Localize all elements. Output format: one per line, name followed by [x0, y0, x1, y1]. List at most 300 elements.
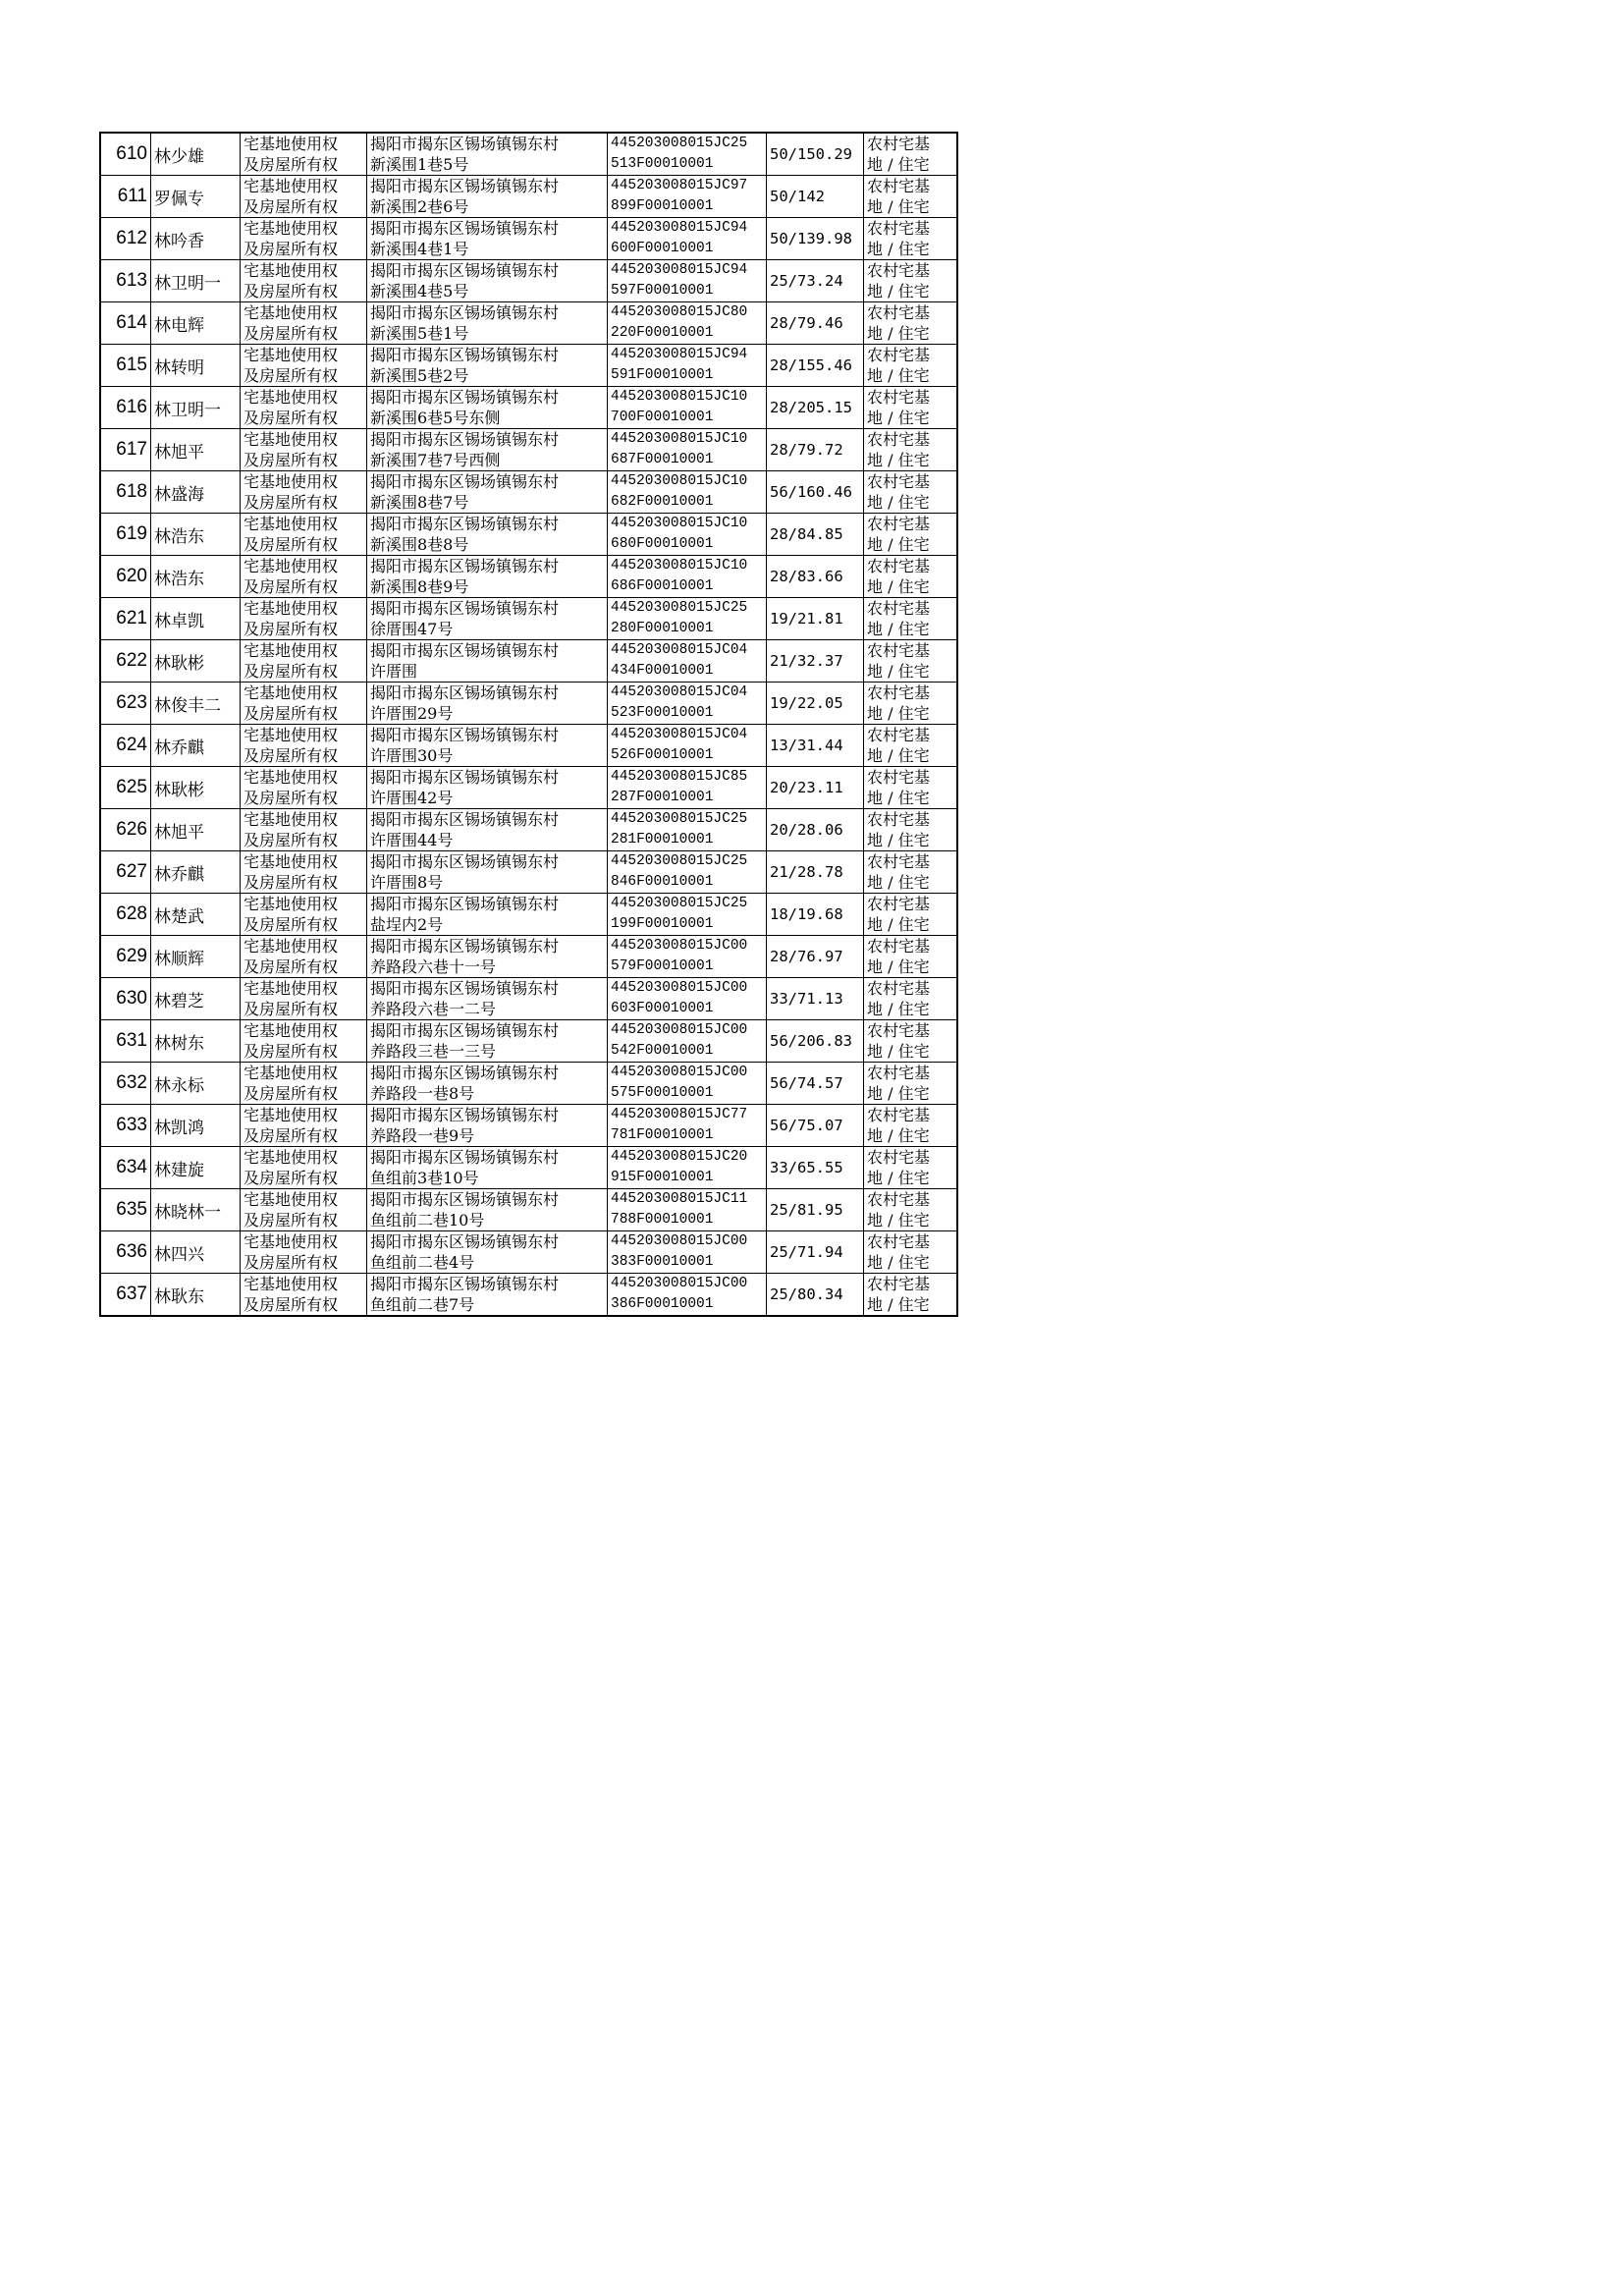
- address-cell: [367, 640, 608, 683]
- land-use-cell: [864, 176, 958, 218]
- right-type-cell-line-2: 及房屋所有权: [244, 324, 339, 343]
- land-use-cell: [864, 1105, 958, 1147]
- address-cell-line-2: 许厝围44号: [370, 831, 454, 849]
- right-type-cell-line-1: 宅基地使用权: [244, 1021, 339, 1040]
- land-use-cell-line-1: 农村宅基: [867, 515, 931, 533]
- land-use-cell-line-1: 农村宅基: [867, 1275, 931, 1293]
- land-use-cell-line-1: 农村宅基: [867, 1190, 931, 1209]
- row-number-cell: 618: [100, 471, 151, 514]
- unit-code-cell-line-1: 445203008015JC10: [611, 558, 748, 574]
- address-cell-line-2: 新溪围5巷2号: [370, 366, 469, 385]
- unit-code-cell-line-2: 781F00010001: [611, 1127, 714, 1143]
- row-number-cell: 630: [100, 978, 151, 1020]
- right-type-cell: [241, 894, 367, 936]
- area-cell: 28/79.72: [767, 429, 864, 471]
- land-use-cell-line-2: 地 / 住宅: [867, 873, 930, 892]
- land-use-cell-line-1: 农村宅基: [867, 219, 931, 238]
- address-cell-line-1: 揭阳市揭东区锡场镇锡东村: [370, 303, 560, 322]
- row-number-cell: 621: [100, 598, 151, 640]
- row-number-cell: 632: [100, 1063, 151, 1105]
- right-type-cell-line-2: 及房屋所有权: [244, 1000, 339, 1018]
- unit-code-cell: [608, 1063, 767, 1105]
- land-use-cell-line-2: 地 / 住宅: [867, 704, 930, 723]
- table-row: [100, 471, 957, 514]
- table-row: [100, 514, 957, 556]
- owner-name-cell: 林电辉: [151, 302, 241, 345]
- right-type-cell: [241, 218, 367, 260]
- address-cell-line-2: 新溪围5巷1号: [370, 324, 469, 343]
- owner-name-cell: 林乔麒: [151, 725, 241, 767]
- row-number-cell: 614: [100, 302, 151, 345]
- address-cell: [367, 345, 608, 387]
- right-type-cell-line-2: 及房屋所有权: [244, 197, 339, 216]
- address-cell-line-2: 许厝围29号: [370, 704, 454, 723]
- land-use-cell-line-1: 农村宅基: [867, 472, 931, 491]
- land-use-cell: [864, 1020, 958, 1063]
- area-cell: 21/32.37: [767, 640, 864, 683]
- address-cell-line-2: 养路段六巷十一号: [370, 957, 497, 976]
- address-cell-line-1: 揭阳市揭东区锡场镇锡东村: [370, 430, 560, 449]
- area-cell: 56/206.83: [767, 1020, 864, 1063]
- row-number-cell: 616: [100, 387, 151, 429]
- right-type-cell: [241, 1147, 367, 1189]
- address-cell-line-1: 揭阳市揭东区锡场镇锡东村: [370, 937, 560, 956]
- unit-code-cell: [608, 218, 767, 260]
- address-cell-line-2: 新溪围8巷8号: [370, 535, 469, 554]
- unit-code-cell: [608, 1231, 767, 1274]
- area-cell: 56/75.07: [767, 1105, 864, 1147]
- owner-name-cell: 林转明: [151, 345, 241, 387]
- right-type-cell-line-2: 及房屋所有权: [244, 240, 339, 258]
- owner-name-cell: 罗佩专: [151, 176, 241, 218]
- land-use-cell-line-2: 地 / 住宅: [867, 831, 930, 849]
- area-cell: 28/205.15: [767, 387, 864, 429]
- address-cell-line-2: 新溪围6巷5号东侧: [370, 409, 501, 427]
- right-type-cell-line-1: 宅基地使用权: [244, 937, 339, 956]
- row-number-cell: 619: [100, 514, 151, 556]
- address-cell-line-1: 揭阳市揭东区锡场镇锡东村: [370, 557, 560, 575]
- unit-code-cell: [608, 1105, 767, 1147]
- land-use-cell-line-1: 农村宅基: [867, 1106, 931, 1124]
- unit-code-cell: [608, 1189, 767, 1231]
- owner-name-cell: 林碧芝: [151, 978, 241, 1020]
- address-cell: [367, 1274, 608, 1317]
- address-cell-line-1: 揭阳市揭东区锡场镇锡东村: [370, 683, 560, 702]
- right-type-cell: [241, 598, 367, 640]
- unit-code-cell: [608, 809, 767, 851]
- right-type-cell-line-2: 及房屋所有权: [244, 1084, 339, 1103]
- table-row: [100, 387, 957, 429]
- address-cell-line-2: 鱼组前二巷7号: [370, 1295, 475, 1314]
- unit-code-cell-line-2: 199F00010001: [611, 916, 714, 932]
- land-use-cell: [864, 725, 958, 767]
- unit-code-cell-line-2: 281F00010001: [611, 832, 714, 847]
- row-number-cell: 631: [100, 1020, 151, 1063]
- unit-code-cell-line-1: 445203008015JC10: [611, 473, 748, 489]
- unit-code-cell-line-2: 915F00010001: [611, 1170, 714, 1185]
- right-type-cell: [241, 936, 367, 978]
- right-type-cell-line-2: 及房屋所有权: [244, 493, 339, 512]
- land-use-cell: [864, 1063, 958, 1105]
- land-use-cell-line-2: 地 / 住宅: [867, 1126, 930, 1145]
- right-type-cell: [241, 345, 367, 387]
- land-use-cell-line-1: 农村宅基: [867, 346, 931, 364]
- land-use-cell-line-2: 地 / 住宅: [867, 1084, 930, 1103]
- right-type-cell: [241, 302, 367, 345]
- right-type-cell: [241, 683, 367, 725]
- table-row: [100, 1063, 957, 1105]
- land-use-cell-line-1: 农村宅基: [867, 1064, 931, 1082]
- unit-code-cell: [608, 345, 767, 387]
- address-cell: [367, 1063, 608, 1105]
- right-type-cell-line-2: 及房屋所有权: [244, 957, 339, 976]
- address-cell: [367, 1231, 608, 1274]
- owner-name-cell: 林旭平: [151, 809, 241, 851]
- row-number-cell: 635: [100, 1189, 151, 1231]
- unit-code-cell-line-1: 445203008015JC04: [611, 684, 748, 700]
- land-use-cell-line-2: 地 / 住宅: [867, 1295, 930, 1314]
- unit-code-cell-line-2: 680F00010001: [611, 536, 714, 552]
- right-type-cell-line-2: 及房屋所有权: [244, 746, 339, 765]
- unit-code-cell: [608, 387, 767, 429]
- row-number-cell: 617: [100, 429, 151, 471]
- land-use-cell: [864, 514, 958, 556]
- owner-name-cell: 林浩东: [151, 556, 241, 598]
- right-type-cell-line-2: 及房屋所有权: [244, 789, 339, 807]
- land-use-cell-line-1: 农村宅基: [867, 177, 931, 195]
- unit-code-cell-line-2: 280F00010001: [611, 621, 714, 636]
- address-cell: [367, 387, 608, 429]
- area-cell: 20/28.06: [767, 809, 864, 851]
- right-type-cell-line-1: 宅基地使用权: [244, 219, 339, 238]
- owner-name-cell: 林卓凯: [151, 598, 241, 640]
- address-cell-line-2: 鱼组前二巷4号: [370, 1253, 475, 1272]
- land-use-cell-line-2: 地 / 住宅: [867, 197, 930, 216]
- land-use-cell-line-1: 农村宅基: [867, 937, 931, 956]
- right-type-cell-line-1: 宅基地使用权: [244, 726, 339, 744]
- address-cell-line-1: 揭阳市揭东区锡场镇锡东村: [370, 810, 560, 829]
- land-use-cell-line-2: 地 / 住宅: [867, 915, 930, 934]
- unit-code-cell: [608, 133, 767, 176]
- right-type-cell-line-1: 宅基地使用权: [244, 852, 339, 871]
- right-type-cell-line-1: 宅基地使用权: [244, 1106, 339, 1124]
- table-row: [100, 725, 957, 767]
- right-type-cell: [241, 640, 367, 683]
- land-use-cell: [864, 218, 958, 260]
- address-cell-line-1: 揭阳市揭东区锡场镇锡东村: [370, 768, 560, 787]
- table-row: [100, 1147, 957, 1189]
- land-use-cell-line-1: 农村宅基: [867, 388, 931, 407]
- right-type-cell-line-2: 及房屋所有权: [244, 1042, 339, 1061]
- right-type-cell: [241, 767, 367, 809]
- unit-code-cell: [608, 683, 767, 725]
- right-type-cell-line-2: 及房屋所有权: [244, 535, 339, 554]
- land-use-cell-line-2: 地 / 住宅: [867, 240, 930, 258]
- right-type-cell-line-1: 宅基地使用权: [244, 641, 339, 660]
- owner-name-cell: 林少雄: [151, 133, 241, 176]
- address-cell-line-1: 揭阳市揭东区锡场镇锡东村: [370, 472, 560, 491]
- address-cell-line-1: 揭阳市揭东区锡场镇锡东村: [370, 346, 560, 364]
- owner-name-cell: 林乔麒: [151, 851, 241, 894]
- owner-name-cell: 林盛海: [151, 471, 241, 514]
- right-type-cell-line-1: 宅基地使用权: [244, 472, 339, 491]
- area-cell: 56/160.46: [767, 471, 864, 514]
- row-number-cell: 610: [100, 133, 151, 176]
- right-type-cell-line-2: 及房屋所有权: [244, 662, 339, 681]
- right-type-cell-line-2: 及房屋所有权: [244, 409, 339, 427]
- land-use-cell: [864, 133, 958, 176]
- land-use-cell-line-2: 地 / 住宅: [867, 1000, 930, 1018]
- unit-code-cell-line-2: 383F00010001: [611, 1254, 714, 1270]
- table-row: [100, 683, 957, 725]
- right-type-cell-line-1: 宅基地使用权: [244, 177, 339, 195]
- owner-name-cell: 林俊丰二: [151, 683, 241, 725]
- area-cell: 28/83.66: [767, 556, 864, 598]
- land-use-cell-line-2: 地 / 住宅: [867, 1042, 930, 1061]
- land-use-cell-line-1: 农村宅基: [867, 1232, 931, 1251]
- table-row: [100, 851, 957, 894]
- right-type-cell-line-2: 及房屋所有权: [244, 873, 339, 892]
- table-row: [100, 260, 957, 302]
- owner-name-cell: 林卫明一: [151, 260, 241, 302]
- table-row: [100, 218, 957, 260]
- right-type-cell-line-1: 宅基地使用权: [244, 979, 339, 998]
- address-cell-line-1: 揭阳市揭东区锡场镇锡东村: [370, 1190, 560, 1209]
- area-cell: 25/73.24: [767, 260, 864, 302]
- land-use-cell-line-2: 地 / 住宅: [867, 282, 930, 301]
- owner-name-cell: 林耿东: [151, 1274, 241, 1317]
- unit-code-cell-line-1: 445203008015JC80: [611, 304, 748, 320]
- area-cell: 20/23.11: [767, 767, 864, 809]
- unit-code-cell-line-1: 445203008015JC97: [611, 178, 748, 193]
- land-use-cell: [864, 302, 958, 345]
- address-cell: [367, 1189, 608, 1231]
- address-cell-line-2: 新溪围2巷6号: [370, 197, 469, 216]
- right-type-cell: [241, 387, 367, 429]
- address-cell-line-1: 揭阳市揭东区锡场镇锡东村: [370, 1021, 560, 1040]
- unit-code-cell-line-2: 513F00010001: [611, 156, 714, 172]
- address-cell: [367, 218, 608, 260]
- unit-code-cell-line-2: 597F00010001: [611, 283, 714, 299]
- land-use-cell-line-1: 农村宅基: [867, 683, 931, 702]
- owner-name-cell: 林旭平: [151, 429, 241, 471]
- address-cell-line-2: 鱼组前二巷10号: [370, 1211, 485, 1229]
- address-cell: [367, 302, 608, 345]
- unit-code-cell-line-2: 682F00010001: [611, 494, 714, 510]
- table-row: [100, 640, 957, 683]
- owner-name-cell: 林楚武: [151, 894, 241, 936]
- unit-code-cell: [608, 429, 767, 471]
- unit-code-cell-line-2: 434F00010001: [611, 663, 714, 679]
- address-cell-line-2: 徐厝围47号: [370, 620, 454, 638]
- land-use-cell: [864, 260, 958, 302]
- land-use-cell-line-2: 地 / 住宅: [867, 155, 930, 174]
- address-cell: [367, 894, 608, 936]
- right-type-cell-line-2: 及房屋所有权: [244, 282, 339, 301]
- area-cell: 25/81.95: [767, 1189, 864, 1231]
- address-cell-line-2: 养路段六巷一二号: [370, 1000, 497, 1018]
- right-type-cell-line-2: 及房屋所有权: [244, 451, 339, 469]
- table-row: [100, 1274, 957, 1317]
- land-use-cell-line-2: 地 / 住宅: [867, 366, 930, 385]
- address-cell-line-2: 新溪围8巷9号: [370, 577, 469, 596]
- land-use-cell-line-1: 农村宅基: [867, 599, 931, 618]
- land-use-cell-line-1: 农村宅基: [867, 1148, 931, 1167]
- row-number-cell: 637: [100, 1274, 151, 1317]
- right-type-cell-line-1: 宅基地使用权: [244, 768, 339, 787]
- unit-code-cell: [608, 978, 767, 1020]
- unit-code-cell-line-2: 686F00010001: [611, 578, 714, 594]
- right-type-cell-line-1: 宅基地使用权: [244, 388, 339, 407]
- unit-code-cell-line-2: 700F00010001: [611, 410, 714, 425]
- unit-code-cell-line-2: 899F00010001: [611, 198, 714, 214]
- address-cell: [367, 514, 608, 556]
- land-use-cell: [864, 640, 958, 683]
- right-type-cell: [241, 1020, 367, 1063]
- area-cell: 56/74.57: [767, 1063, 864, 1105]
- unit-code-cell: [608, 471, 767, 514]
- address-cell-line-1: 揭阳市揭东区锡场镇锡东村: [370, 515, 560, 533]
- unit-code-cell: [608, 1274, 767, 1317]
- address-cell: [367, 471, 608, 514]
- address-cell-line-2: 许厝围8号: [370, 873, 444, 892]
- right-type-cell-line-1: 宅基地使用权: [244, 599, 339, 618]
- unit-code-cell-line-1: 445203008015JC10: [611, 389, 748, 405]
- land-use-cell-line-1: 农村宅基: [867, 135, 931, 153]
- land-use-cell-line-2: 地 / 住宅: [867, 493, 930, 512]
- address-cell-line-2: 新溪围4巷5号: [370, 282, 469, 301]
- land-use-cell: [864, 767, 958, 809]
- right-type-cell: [241, 851, 367, 894]
- area-cell: 25/71.94: [767, 1231, 864, 1274]
- land-use-cell-line-2: 地 / 住宅: [867, 577, 930, 596]
- address-cell: [367, 176, 608, 218]
- row-number-cell: 620: [100, 556, 151, 598]
- table-row: [100, 1020, 957, 1063]
- right-type-cell-line-1: 宅基地使用权: [244, 1275, 339, 1293]
- row-number-cell: 622: [100, 640, 151, 683]
- land-use-cell: [864, 598, 958, 640]
- land-use-cell: [864, 1189, 958, 1231]
- right-type-cell-line-2: 及房屋所有权: [244, 831, 339, 849]
- land-use-cell-line-2: 地 / 住宅: [867, 957, 930, 976]
- owner-name-cell: 林卫明一: [151, 387, 241, 429]
- unit-code-cell-line-1: 445203008015JC10: [611, 431, 748, 447]
- area-cell: 50/139.98: [767, 218, 864, 260]
- land-use-cell: [864, 683, 958, 725]
- table-row: [100, 978, 957, 1020]
- right-type-cell: [241, 471, 367, 514]
- land-use-cell-line-1: 农村宅基: [867, 557, 931, 575]
- owner-name-cell: 林建旋: [151, 1147, 241, 1189]
- address-cell-line-1: 揭阳市揭东区锡场镇锡东村: [370, 261, 560, 280]
- area-cell: 28/76.97: [767, 936, 864, 978]
- land-use-cell-line-1: 农村宅基: [867, 641, 931, 660]
- unit-code-cell-line-1: 445203008015JC94: [611, 347, 748, 362]
- address-cell: [367, 1147, 608, 1189]
- land-use-cell: [864, 429, 958, 471]
- table-row: [100, 1231, 957, 1274]
- right-type-cell: [241, 809, 367, 851]
- land-use-cell-line-1: 农村宅基: [867, 768, 931, 787]
- address-cell-line-1: 揭阳市揭东区锡场镇锡东村: [370, 219, 560, 238]
- unit-code-cell-line-1: 445203008015JC25: [611, 811, 748, 827]
- unit-code-cell: [608, 1147, 767, 1189]
- unit-code-cell-line-1: 445203008015JC94: [611, 262, 748, 278]
- registration-table-body: [100, 133, 957, 1316]
- right-type-cell: [241, 1189, 367, 1231]
- land-use-cell-line-1: 农村宅基: [867, 810, 931, 829]
- unit-code-cell-line-1: 445203008015JC00: [611, 938, 748, 954]
- land-use-cell: [864, 894, 958, 936]
- row-number-cell: 613: [100, 260, 151, 302]
- right-type-cell-line-2: 及房屋所有权: [244, 366, 339, 385]
- land-use-cell-line-2: 地 / 住宅: [867, 1169, 930, 1187]
- address-cell-line-1: 揭阳市揭东区锡场镇锡东村: [370, 388, 560, 407]
- row-number-cell: 625: [100, 767, 151, 809]
- area-cell: 18/19.68: [767, 894, 864, 936]
- unit-code-cell-line-2: 220F00010001: [611, 325, 714, 341]
- unit-code-cell-line-1: 445203008015JC04: [611, 727, 748, 742]
- address-cell-line-1: 揭阳市揭东区锡场镇锡东村: [370, 1148, 560, 1167]
- address-cell-line-1: 揭阳市揭东区锡场镇锡东村: [370, 852, 560, 871]
- unit-code-cell-line-1: 445203008015JC00: [611, 1065, 748, 1080]
- row-number-cell: 612: [100, 218, 151, 260]
- area-cell: 50/150.29: [767, 133, 864, 176]
- right-type-cell: [241, 978, 367, 1020]
- unit-code-cell-line-1: 445203008015JC94: [611, 220, 748, 236]
- address-cell: [367, 851, 608, 894]
- address-cell: [367, 556, 608, 598]
- unit-code-cell-line-1: 445203008015JC00: [611, 980, 748, 996]
- unit-code-cell-line-2: 687F00010001: [611, 452, 714, 467]
- table-row: [100, 809, 957, 851]
- right-type-cell-line-1: 宅基地使用权: [244, 1148, 339, 1167]
- table-row: [100, 302, 957, 345]
- address-cell-line-2: 养路段三巷一三号: [370, 1042, 497, 1061]
- land-use-cell-line-1: 农村宅基: [867, 726, 931, 744]
- right-type-cell-line-2: 及房屋所有权: [244, 704, 339, 723]
- area-cell: 50/142: [767, 176, 864, 218]
- unit-code-cell: [608, 894, 767, 936]
- table-row: [100, 598, 957, 640]
- address-cell-line-2: 许厝围: [370, 662, 418, 681]
- owner-name-cell: 林晓林一: [151, 1189, 241, 1231]
- address-cell: [367, 133, 608, 176]
- table-row: [100, 133, 957, 176]
- owner-name-cell: 林顺辉: [151, 936, 241, 978]
- address-cell-line-1: 揭阳市揭东区锡场镇锡东村: [370, 895, 560, 913]
- unit-code-cell-line-1: 445203008015JC25: [611, 896, 748, 911]
- unit-code-cell: [608, 514, 767, 556]
- table-row: [100, 556, 957, 598]
- right-type-cell-line-1: 宅基地使用权: [244, 1064, 339, 1082]
- right-type-cell-line-2: 及房屋所有权: [244, 1169, 339, 1187]
- area-cell: 21/28.78: [767, 851, 864, 894]
- row-number-cell: 633: [100, 1105, 151, 1147]
- unit-code-cell: [608, 176, 767, 218]
- table-row: [100, 1105, 957, 1147]
- unit-code-cell: [608, 260, 767, 302]
- right-type-cell: [241, 429, 367, 471]
- land-use-cell: [864, 851, 958, 894]
- table-row: [100, 767, 957, 809]
- unit-code-cell: [608, 725, 767, 767]
- right-type-cell-line-1: 宅基地使用权: [244, 895, 339, 913]
- land-use-cell-line-1: 农村宅基: [867, 303, 931, 322]
- unit-code-cell-line-1: 445203008015JC77: [611, 1107, 748, 1122]
- unit-code-cell-line-2: 575F00010001: [611, 1085, 714, 1101]
